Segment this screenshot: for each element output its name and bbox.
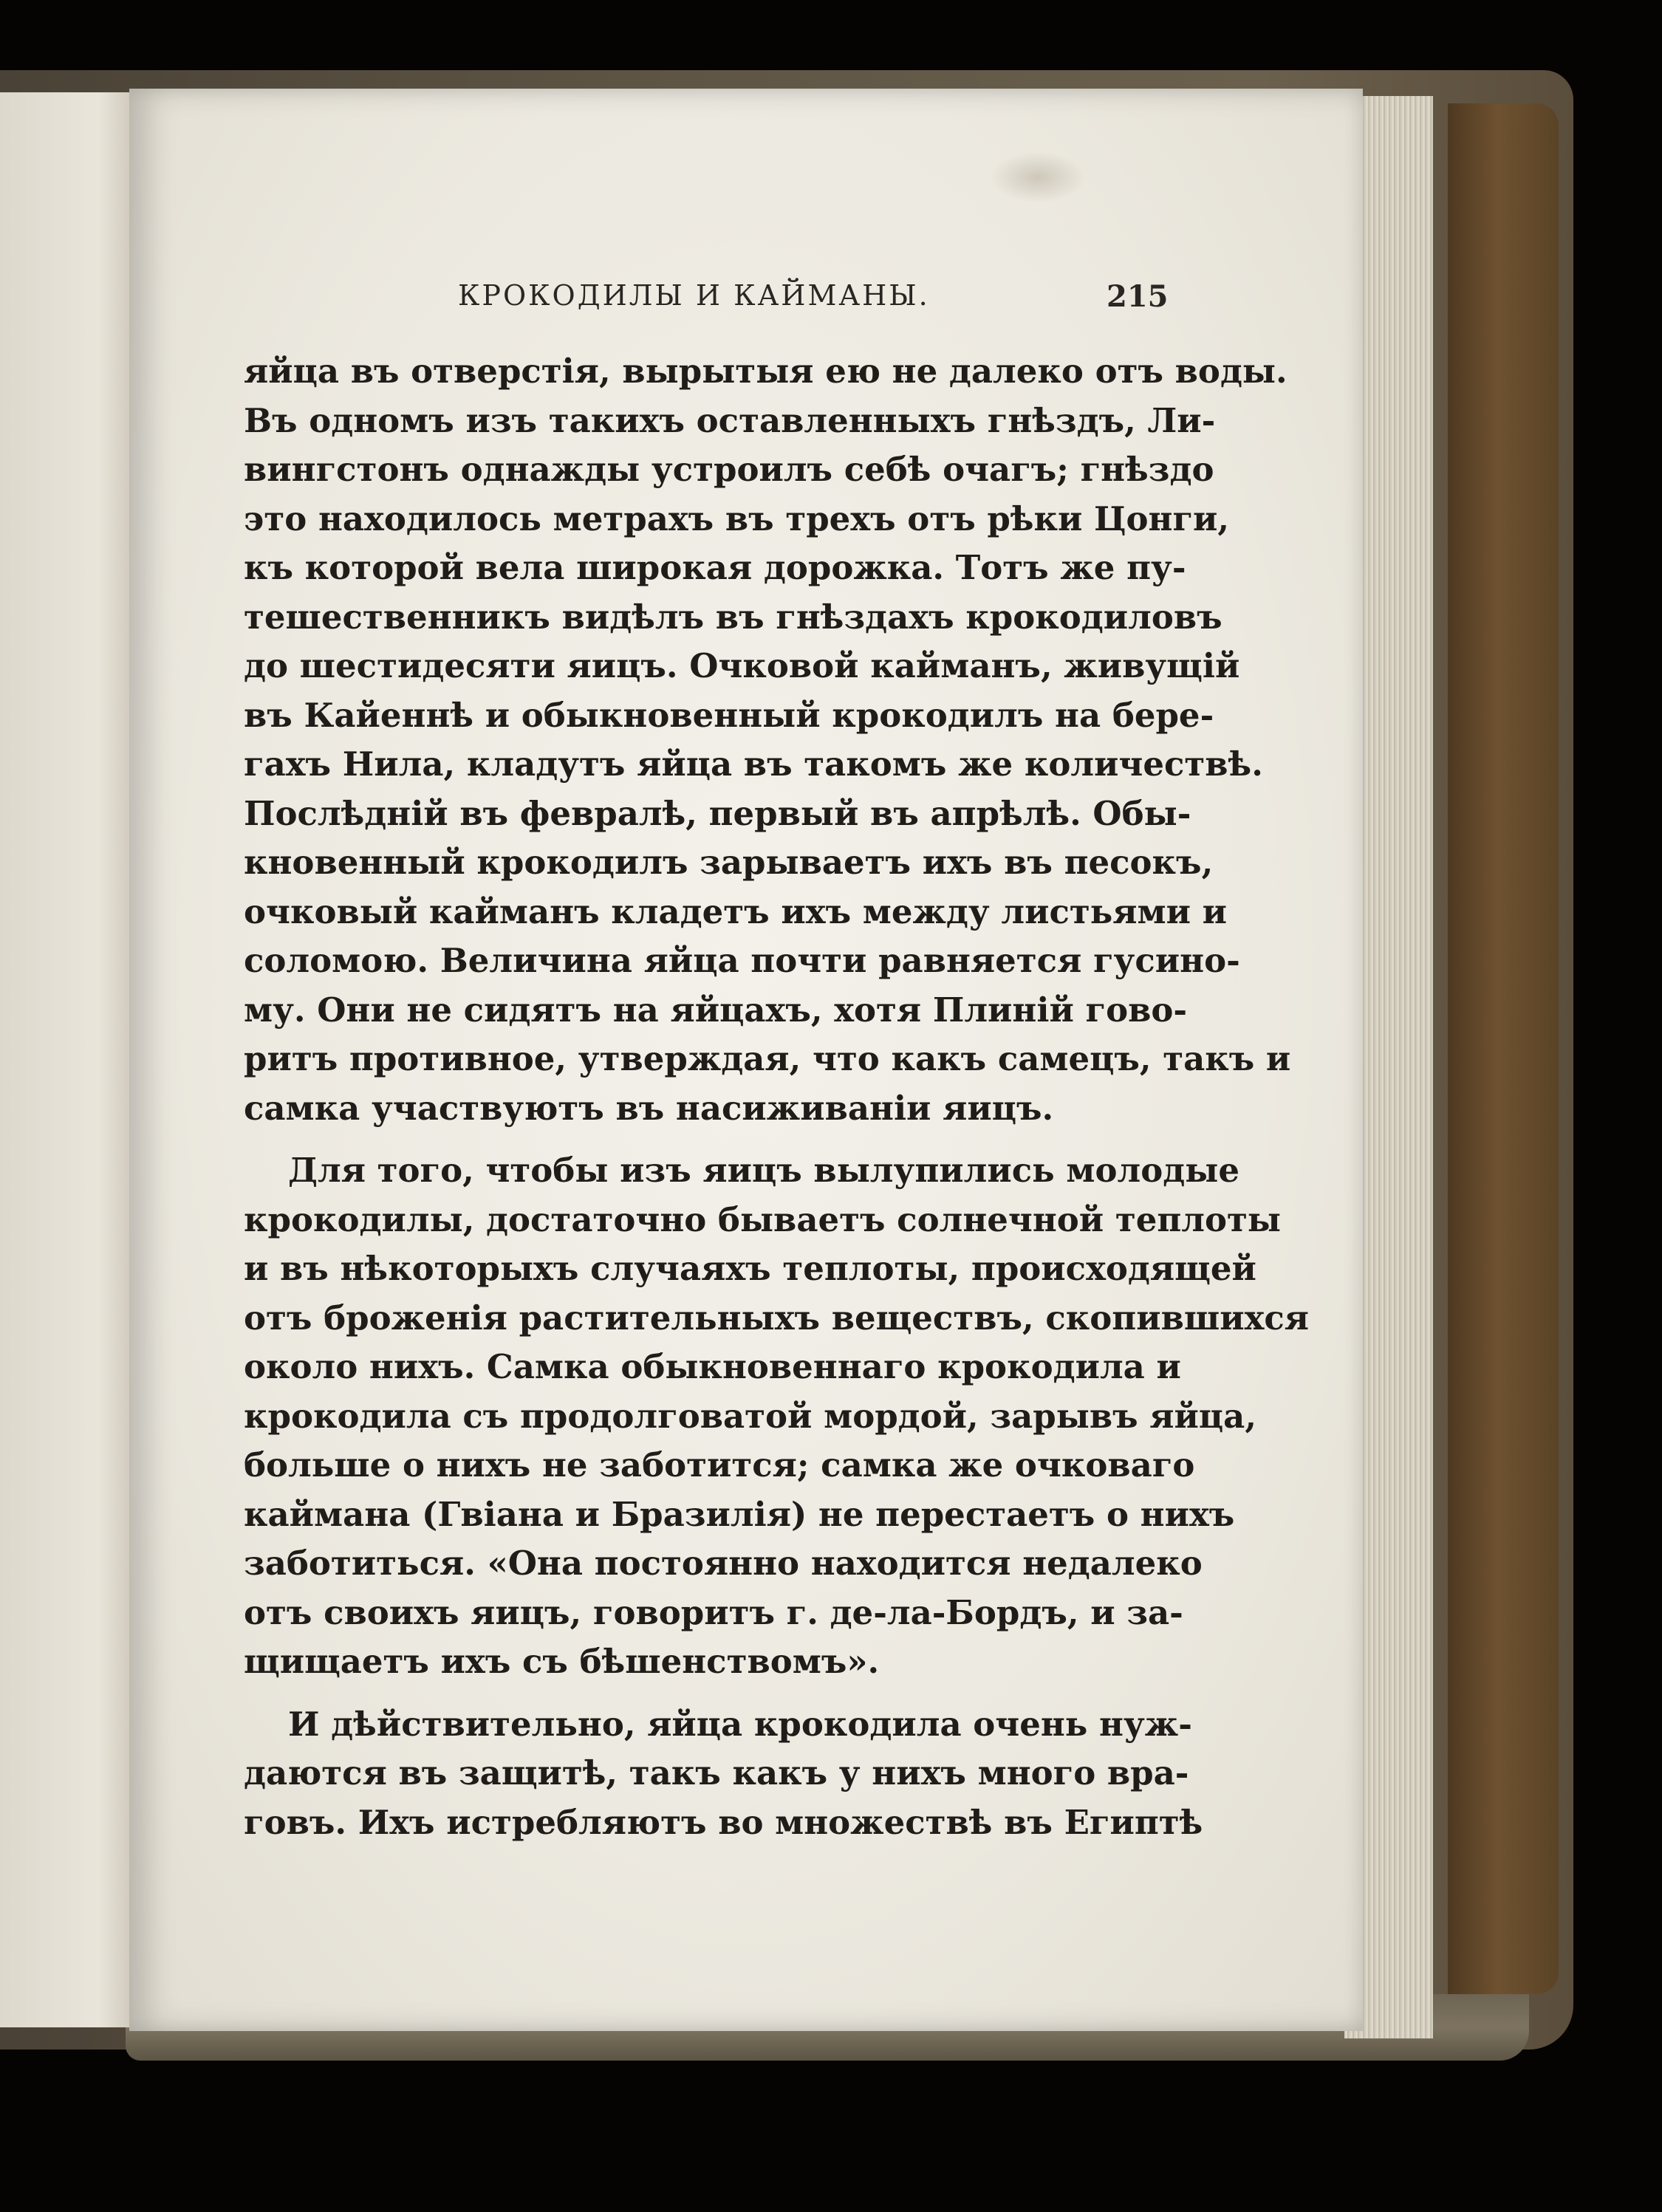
text-line: кновенный крокодилъ зарываетъ ихъ въ песокъ, (244, 843, 1214, 882)
text-line: щищаетъ ихъ съ бѣшенствомъ». (244, 1642, 880, 1681)
paragraph-gap (244, 1133, 1180, 1146)
text-line: крокодилы, достаточно бываетъ солнечной теплоты (244, 1199, 1282, 1239)
text-line: въ Кайеннѣ и обыкновенный крокодилъ на бере- (244, 695, 1214, 735)
text-line: ритъ противное, утверждая, что какъ самецъ, такъ и (244, 1039, 1291, 1078)
text-line: около нихъ. Самка обыкновеннаго крокодила и (244, 1347, 1181, 1386)
paragraph-gap (244, 1687, 1180, 1700)
page-stain (990, 151, 1086, 203)
text-line: говъ. Ихъ истребляютъ во множествѣ въ Египтѣ (244, 1802, 1203, 1842)
book-cover-edge (1448, 103, 1559, 1994)
text-line: вингстонъ однажды устроилъ себѣ очагъ; гнѣздо (244, 450, 1214, 489)
text-line: му. Они не сидятъ на яйцахъ, хотя Плиній гово- (244, 990, 1188, 1030)
body-text (244, 347, 1310, 1847)
text-line: къ которой вела широкая дорожка. Тотъ же пу- (244, 548, 1186, 587)
text-line: Послѣдній въ февралѣ, первый въ апрѣлѣ. Обы- (244, 793, 1191, 833)
text-line: И дѣйствительно, яйца крокодила очень нуж- (288, 1704, 1192, 1744)
text-line: Для того, чтобы изъ яицъ вылупились молодые (288, 1151, 1239, 1190)
text-line: очковый кайманъ кладетъ ихъ между листьями и (244, 891, 1228, 931)
text-line: каймана (Гвіана и Бразилія) не перестаетъ о нихъ (244, 1494, 1235, 1534)
text-line: крокодила съ продолговатой мордой, зарывъ яйца, (244, 1396, 1256, 1436)
text-line: это находилось метрахъ въ трехъ отъ рѣки Цонги, (244, 499, 1230, 538)
text-line: отъ броженія растительныхъ веществъ, скопившихся (244, 1298, 1310, 1338)
text-line: самка участвуютъ въ насиживаніи яицъ. (244, 1088, 1054, 1128)
text-line: и въ нѣкоторыхъ случаяхъ теплоты, происходящей (244, 1249, 1256, 1288)
text-line: яйца въ отверстія, вырытыя ею не далеко отъ воды. (244, 352, 1287, 391)
text-line: Въ одномъ изъ такихъ оставленныхъ гнѣздъ, Ли- (244, 400, 1216, 440)
text-line: соломою. Величина яйца почти равняется гусино- (244, 941, 1240, 980)
running-head: КРОКОДИЛЫ И КАЙМАНЫ. (458, 279, 930, 312)
text-line: даются въ защитѣ, такъ какъ у нихъ много вра- (244, 1753, 1189, 1792)
text-line: гахъ Нила, кладутъ яйца въ такомъ же количествѣ. (244, 744, 1263, 784)
left-facing-page (0, 92, 140, 2027)
page-number: 215 (1107, 279, 1169, 314)
text-line: до шестидесяти яицъ. Очковой кайманъ, живущій (244, 646, 1240, 685)
text-line: тешественникъ видѣлъ въ гнѣздахъ крокодиловъ (244, 597, 1222, 637)
text-line: отъ своихъ яицъ, говоритъ г. де-ла-Бордъ, и за- (244, 1592, 1183, 1632)
text-line: больше о нихъ не заботится; самка же очковаго (244, 1445, 1195, 1485)
text-line: заботиться. «Она постоянно находится недалеко (244, 1544, 1203, 1583)
